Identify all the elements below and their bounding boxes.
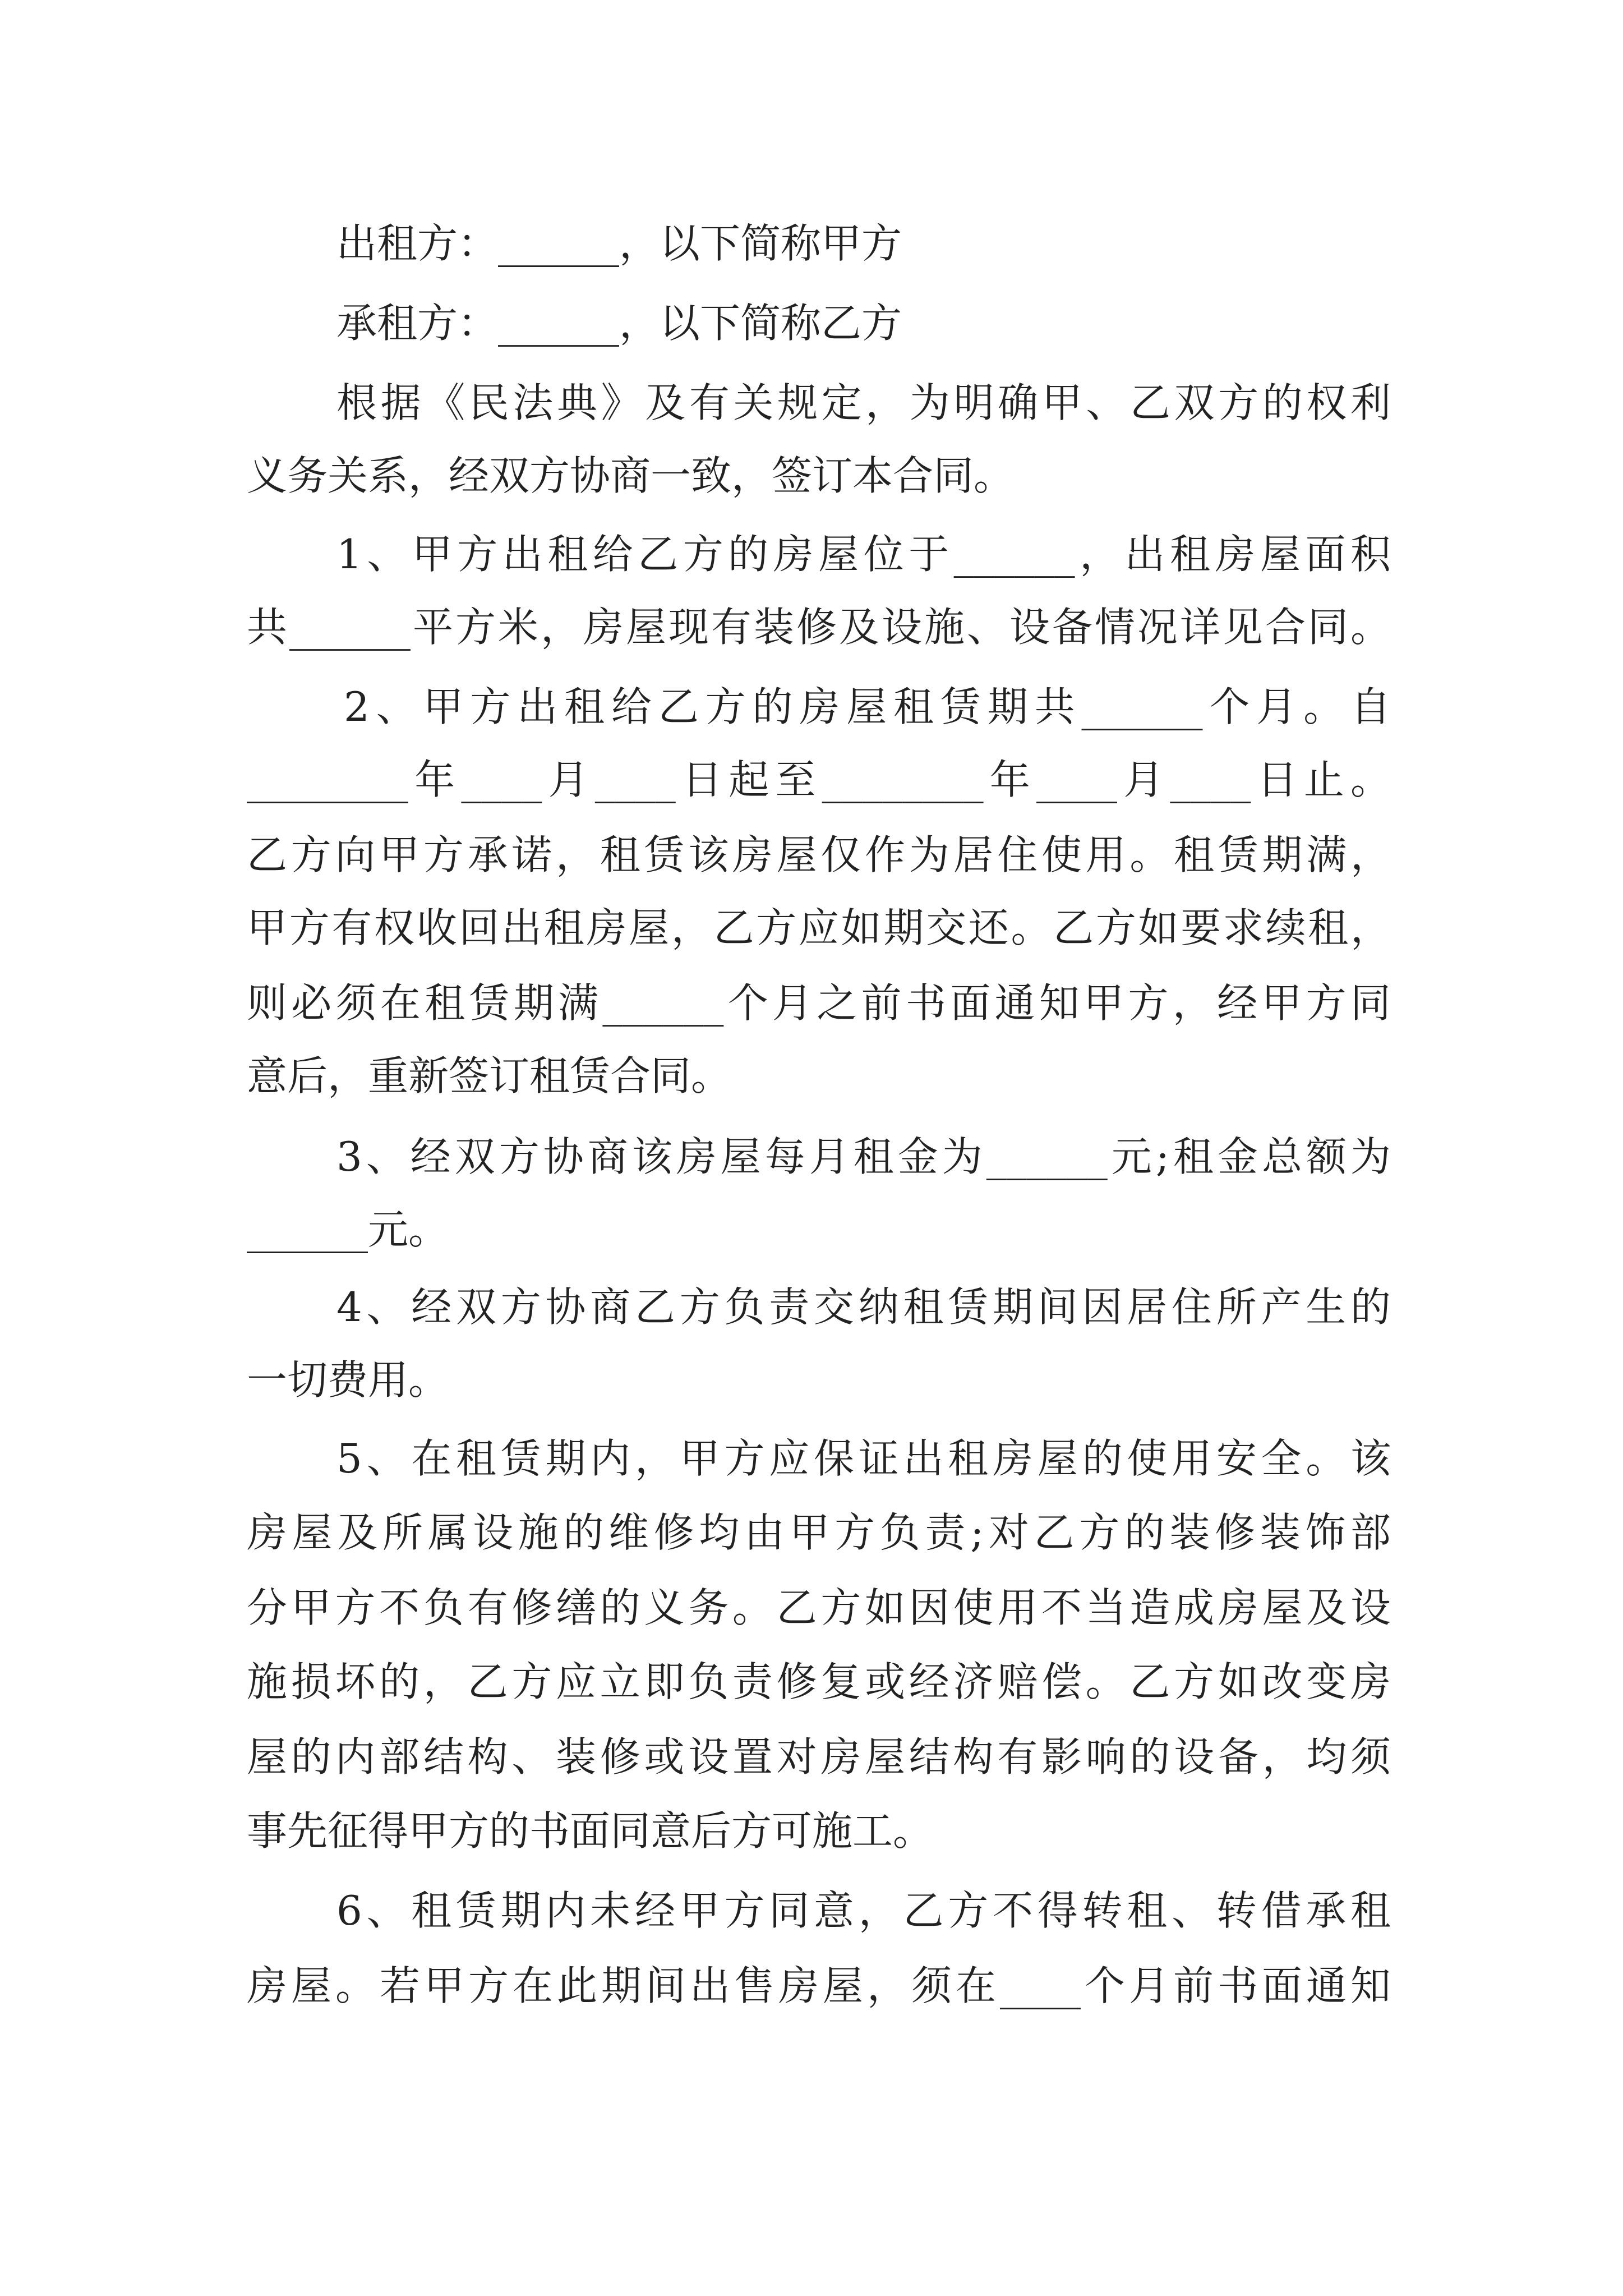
clause-1-line-1: 1、甲方出租给乙方的房屋位于______，出租房屋面积 — [336, 531, 1391, 578]
clause-2-line-5: 则必须在租赁期满______个月之前书面通知甲方，经甲方同 — [247, 979, 1391, 1027]
clause-4-line-2: 一切费用。 — [247, 1356, 449, 1404]
clause-3-line-2: ______元。 — [247, 1206, 449, 1253]
clause-1-line-2: 共______平方米，房屋现有装修及设施、设备情况详见合同。 — [247, 604, 1391, 651]
clause-5-line-6: 事先征得甲方的书面同意后方可施工。 — [247, 1807, 934, 1855]
clause-5-line-1: 5、在租赁期内，甲方应保证出租房屋的使用安全。该 — [336, 1435, 1391, 1482]
clause-3-line-1: 3、经双方协商该房屋每月租金为______元;租金总额为 — [336, 1133, 1391, 1180]
lessor-line: 出租方：______，以下简称甲方 — [336, 220, 902, 267]
clause-5-line-4: 施损坏的，乙方应立即负责修复或经济赔偿。乙方如改变房 — [247, 1658, 1391, 1705]
clause-5-line-2: 房屋及所属设施的维修均由甲方负责;对乙方的装修装饰部 — [247, 1509, 1391, 1556]
preamble-line-1: 根据《民法典》及有关规定，为明确甲、乙双方的权利 — [336, 379, 1391, 426]
clause-2-line-3: 乙方向甲方承诺，租赁该房屋仅作为居住使用。租赁期满， — [247, 831, 1391, 878]
clause-5-line-5: 屋的内部结构、装修或设置对房屋结构有影响的设备，均须 — [247, 1733, 1391, 1780]
clause-6-line-2: 房屋。若甲方在此期间出售房屋，须在____个月前书面通知 — [247, 1962, 1391, 2009]
clause-2-line-2: ________年____月____日起至________年____月____日止。 — [247, 756, 1391, 803]
clause-6-line-1: 6、租赁期内未经甲方同意，乙方不得转租、转借承租 — [336, 1887, 1391, 1934]
clause-4-line-1: 4、经双方协商乙方负责交纳租赁期间因居住所产生的 — [336, 1283, 1391, 1331]
clause-2-line-6: 意后，重新签订租赁合同。 — [247, 1052, 732, 1099]
lessee-line: 承租方：______，以下简称乙方 — [336, 300, 902, 347]
preamble-line-2: 义务关系，经双方协商一致，签订本合同。 — [247, 452, 1015, 499]
clause-2-line-4: 甲方有权收回出租房屋，乙方应如期交还。乙方如要求续租， — [247, 904, 1391, 951]
clause-5-line-3: 分甲方不负有修缮的义务。乙方如因使用不当造成房屋及设 — [247, 1584, 1391, 1631]
clause-2-line-1: 2、甲方出租给乙方的房屋租赁期共______个月。自 — [344, 683, 1391, 730]
